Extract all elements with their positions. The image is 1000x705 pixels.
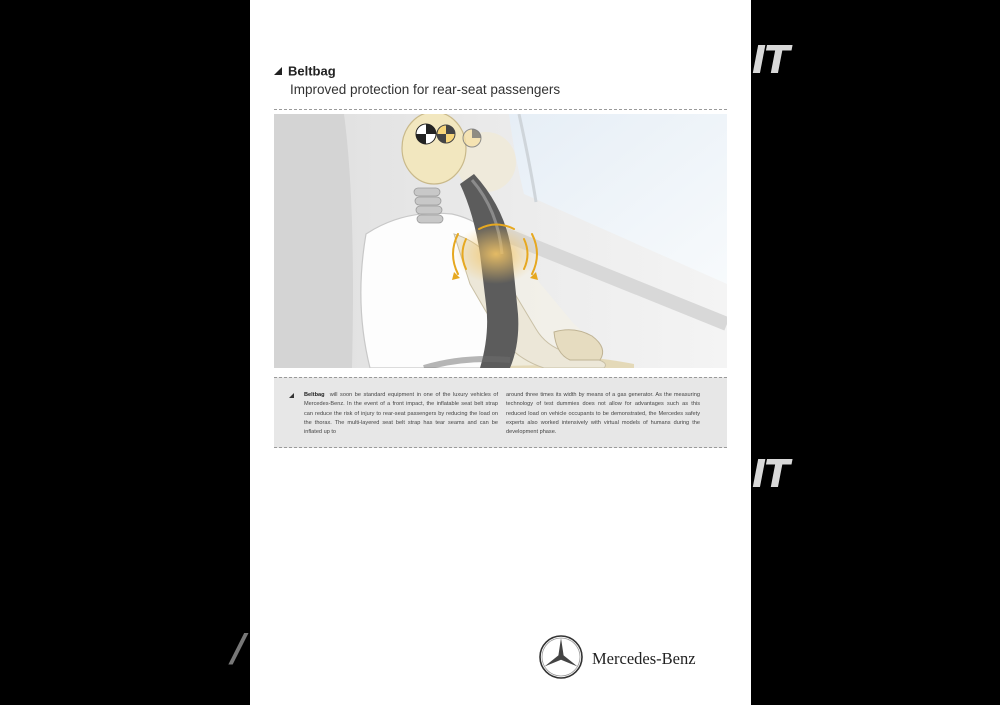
watermark-fragment: IT xyxy=(752,38,789,82)
header xyxy=(274,62,336,80)
crash-dummy-illustration xyxy=(274,114,727,368)
brand-name: Mercedes-Benz xyxy=(592,649,696,668)
beltbag-illustration xyxy=(274,114,727,368)
triangle-bullet-icon xyxy=(274,67,282,75)
brand-logo xyxy=(538,634,696,685)
watermark-fragment: / xyxy=(232,626,244,670)
page-title: Beltbag xyxy=(288,63,336,79)
description-left-text: will soon be standard equipment in one of the luxury vehicles of Mercedes-Benz. In the event of a front impact, the inflatable seat belt strap can reduce the risk of injury to rear-seat passengers by reducing the load on the thorax. The multi-layered seat belt strap has tear seams and can be inflated up to xyxy=(304,392,499,436)
mercedes-star-icon xyxy=(538,634,584,680)
page-subtitle: Improved protection for rear-seat passengers xyxy=(290,82,561,97)
description-box xyxy=(274,377,727,448)
document-page xyxy=(250,0,751,705)
description-left-column xyxy=(304,391,498,437)
dashed-divider xyxy=(274,109,727,110)
triangle-bullet-icon xyxy=(289,393,294,398)
description-right-column: around three times its width by means of a gas generator. As the measuring technology of test dummies does not allow for advantages such as this reduced load on vehicle occupants to be demonstrated, the Mercedes safety experts also worked intensively with virtual models of humans during the development phase. xyxy=(506,392,700,436)
description-lead: Beltbag xyxy=(304,392,325,398)
watermark-fragment: IT xyxy=(752,452,789,496)
